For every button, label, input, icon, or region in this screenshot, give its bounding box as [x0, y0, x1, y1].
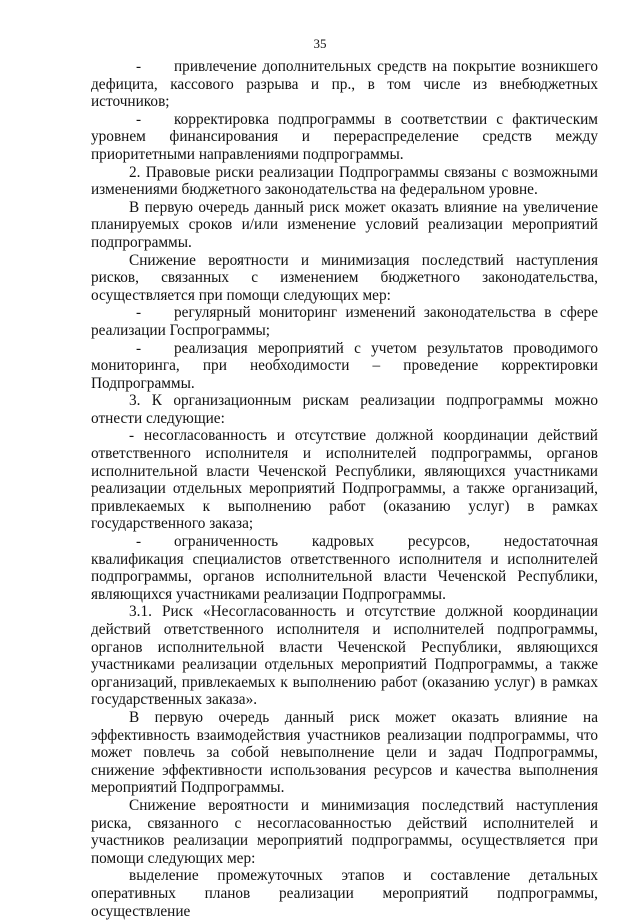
paragraph-text: - несогласованность и отсутствие должной координации действий ответственного исполнителя и исполнителей подпрограммы, органов исполнительной власти Чеченской Республики, являющихся участниками реализации отдельных мероприятий Подпрограммы, а также организаций, привлекаемых к выполнению работ (оказанию услуг) в рамках государственного заказа;	[91, 427, 598, 533]
paragraph-text: 3. К организационным рискам реализации подпрограммы можно отнести следующие:	[91, 392, 598, 427]
paragraph-text: регулярный мониторинг изменений законодательства в сфере реализации Госпрограммы;	[91, 304, 598, 339]
paragraph	[91, 340, 598, 393]
paragraph	[91, 58, 598, 111]
list-bullet: -	[136, 533, 142, 551]
paragraph	[91, 533, 598, 603]
paragraph	[91, 164, 598, 199]
document-body	[91, 58, 598, 920]
page-number: 35	[313, 36, 327, 51]
paragraph-text: В первую очередь данный риск может оказать влияние на увеличение планируемых сроков и/или изменение условий реализации мероприятий подпрограммы.	[91, 198, 598, 251]
paragraph	[91, 252, 598, 305]
paragraph	[91, 867, 598, 920]
paragraph-text: реализация мероприятий с учетом результатов проводимого мониторинга, при необходимости – проведение корректировки Подпрограммы.	[91, 339, 598, 392]
paragraph	[91, 392, 598, 427]
paragraph-text: привлечение дополнительных средств на покрытие возникшего дефицита, кассового разрыва и пр., в том числе из внебюджетных источников;	[91, 58, 598, 111]
list-bullet: -	[136, 339, 142, 357]
paragraph-text: В первую очередь данный риск может оказать влияние на эффективность взаимодействия участников реализации подпрограммы, что может повлечь за собой невыполнение цели и задач Подпрограммы, снижение эффективности использования ресурсов и качества выполнения мероприятий Подпрограммы.	[91, 708, 598, 797]
paragraph	[91, 199, 598, 252]
paragraph-text: 2. Правовые риски реализации Подпрограммы связаны с возможными изменениями бюджетного законодательства на федеральном уровне.	[91, 163, 598, 199]
paragraph-text: корректировка подпрограммы в соответствии с фактическим уровнем финансирования и перераспределение средств между приоритетными направлениями подпрограммы.	[91, 110, 598, 163]
paragraph-text: 3.1. Риск «Несогласованность и отсутствие должной координации действий ответственного исполнителя и исполнителей подпрограммы, органов исполнительной власти Чеченской Республики, являющихся участниками реализации отдельных мероприятий Подпрограммы, а также организаций, привлекаемых к выполнению работ (оказанию услуг) в рамках государственных заказа».	[91, 603, 598, 709]
paragraph	[91, 603, 598, 709]
paragraph-text: Снижение вероятности и минимизация последствий наступления рисков, связанных с изменением бюджетного законодательства, осуществляется при помощи следующих мер:	[91, 251, 598, 304]
paragraph-text: Снижение вероятности и минимизация последствий наступления риска, связанного с несогласованностью действий исполнителей и участников реализации мероприятий подпрограммы, осуществляется при помощи следующих мер:	[91, 796, 598, 867]
paragraph-text: ограниченность кадровых ресурсов, недостаточная квалификация специалистов ответственного исполнителя и исполнителей подпрограммы, органов исполнительной власти Чеченской Республики, являющихся участниками реализации Подпрограммы.	[91, 533, 598, 603]
paragraph	[91, 304, 598, 339]
paragraph	[91, 797, 598, 867]
list-bullet: -	[136, 110, 142, 128]
paragraph	[91, 709, 598, 797]
paragraph	[91, 111, 598, 164]
list-bullet: -	[136, 304, 142, 322]
paragraph	[91, 427, 598, 533]
paragraph-text: выделение промежуточных этапов и составление детальных оперативных планов реализации мероприятий подпрограммы, осуществление	[91, 867, 598, 920]
list-bullet: -	[136, 58, 142, 75]
